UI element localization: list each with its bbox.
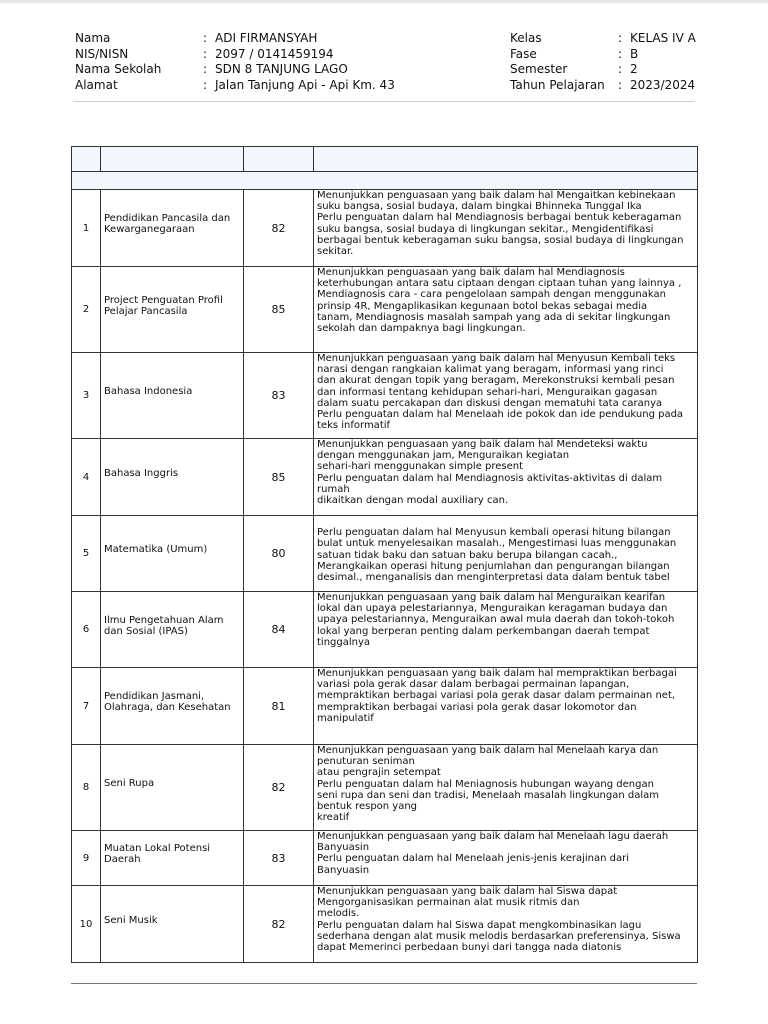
info-row-fase (510, 47, 696, 63)
subject-name: Ilmu Pengetahuan Alam dan Sosial (IPAS) (104, 614, 224, 637)
subject-score: 83 (271, 851, 286, 865)
info-value: KELAS IV A (630, 31, 696, 45)
subject-name-cell (101, 439, 244, 516)
student-info-right (510, 31, 696, 94)
info-value: B (630, 46, 639, 61)
row-number: 4 (82, 471, 90, 483)
subject-score: 80 (271, 547, 286, 560)
row-number-cell (72, 592, 101, 668)
subject-score: 85 (271, 470, 286, 484)
subject-name-cell (101, 267, 244, 353)
footer-divider (71, 983, 697, 984)
subject-score: 84 (271, 623, 286, 636)
row-number: 6 (82, 624, 90, 635)
subject-name: Seni Rupa (104, 778, 155, 789)
info-colon: : (618, 78, 623, 93)
table-row (72, 190, 698, 267)
subject-score: 82 (271, 917, 286, 931)
subject-score-cell (244, 886, 314, 963)
subject-name-cell (101, 592, 244, 668)
subject-name: Pendidikan Jasmani, Olahraga, dan Kesehatan (104, 691, 231, 713)
row-number-cell (72, 439, 101, 516)
subject-score-cell (244, 745, 314, 831)
row-number: 7 (82, 700, 90, 712)
subject-name-cell (101, 886, 244, 963)
table-row (72, 886, 698, 963)
subject-description: Menunjukkan penguasaan yang baik dalam hal mempraktikan berbagai variasi pola gerak dasar dalam berbagai permainan lapangan, mempraktikan berbagai variasi pola gerak dasar dalam permainan net, mempraktikan berbagai variasi pola gerak dasar lokomotor dan manipulatif (317, 668, 677, 724)
info-row-semester (510, 62, 696, 78)
subject-description: Menunjukkan penguasaan yang baik dalam hal Menyusun Kembali teks narasi dengan rangkaian kalimat yang beragam, informasi yang rinci dan akurat dengan topik yang beragam, Merekonstruksi kembali pesan dan informasi tentang kehidupan sehari-hari, Menguraikan gagasan dalam suatu percakapan dan diskusi dengan mematuhi tata caranya Perlu penguatan dalam hal Menelaah ide pokok dan ide pendukung pada teks informatif (317, 353, 684, 432)
subject-name-cell (101, 353, 244, 439)
info-label: Tahun Pelajaran (510, 78, 605, 93)
subject-description: Menunjukkan penguasaan yang baik dalam hal Mendiagnosis keterhubungan antara satu ciptaan dengan ciptaan tuhan yang lainnya , Mendiagnosis cara - cara pengelolaan sampah dengan menggunakan prinsip 4R, Mengaplikasikan kegunaan botol bekas sebagai media tanam, Mendiagnosis masalah sampah yang ada di sekitar lingkungan sekolah dan dampaknya bagi lingkungan. (317, 267, 682, 335)
subject-description: Menunjukkan penguasaan yang baik dalam hal Mendeteksi waktu dengan menggunakan jam, Menguraikan kegiatan sehari-hari menggunakan simple present Perlu penguatan dalam hal Mendiagnosis aktivitas-aktivitas di dalam rumah dikaitkan dengan modal auxiliary can. (317, 439, 663, 507)
row-number: 8 (82, 782, 90, 793)
info-colon: : (618, 31, 623, 45)
subject-name: Bahasa Inggris (104, 467, 179, 479)
table-row (72, 353, 698, 439)
subject-score-cell (244, 190, 314, 267)
info-row-nis (75, 47, 395, 63)
subject-description: Menunjukkan penguasaan yang baik dalam hal Siswa dapat Mengorganisasikan permainan alat musik ritmis dan melodis. Perlu penguatan dalam hal Siswa dapat mengkombinasikan lagu sederhana dengan alat musik melodis berdasarkan preferensinya, Siswa dapat Memerinci perbedaan bunyi dari tangga nada diatonis (317, 886, 681, 954)
table-row (72, 267, 698, 353)
subject-score-cell (244, 439, 314, 516)
info-colon: : (203, 62, 208, 77)
table-row (72, 745, 698, 831)
info-row-sekolah (75, 62, 395, 78)
row-number: 1 (82, 222, 90, 234)
table-header-row (72, 147, 698, 172)
subject-description-cell (314, 592, 698, 668)
subject-name: Bahasa Indonesia (104, 386, 193, 397)
grades-table (71, 146, 698, 963)
header-divider (73, 101, 695, 102)
student-info-left (75, 31, 395, 94)
subject-score-cell (244, 831, 314, 886)
row-number-cell (72, 516, 101, 592)
subject-score: 82 (271, 221, 286, 235)
row-number-cell (72, 831, 101, 886)
row-number-cell (72, 668, 101, 745)
info-row-kelas (510, 31, 696, 47)
info-label: Semester (510, 62, 568, 77)
subject-description-cell (314, 190, 698, 267)
info-colon: : (203, 46, 208, 61)
row-number: 9 (82, 852, 90, 864)
subject-score-cell (244, 668, 314, 745)
group-cell (72, 172, 698, 190)
subject-name: Project Penguatan Profil Pelajar Pancasila (104, 294, 223, 317)
subject-name-cell (101, 831, 244, 886)
subject-name-cell (101, 516, 244, 592)
info-value: 2097 / 0141459194 (215, 46, 334, 61)
table-row (72, 668, 698, 745)
row-number: 5 (82, 548, 90, 559)
subject-name: Pendidikan Pancasila dan Kewarganegaraan (104, 213, 231, 235)
info-row-nama (75, 31, 395, 47)
row-number-cell (72, 745, 101, 831)
subject-name: Matematika (Umum) (104, 544, 208, 555)
row-number: 10 (79, 918, 93, 930)
info-label: Nama Sekolah (75, 62, 162, 77)
subject-score-cell (244, 592, 314, 668)
info-label: NIS/NISN (75, 46, 129, 61)
info-label: Kelas (510, 31, 542, 45)
subject-description-cell (314, 745, 698, 831)
subject-name-cell (101, 190, 244, 267)
subject-description: Menunjukkan penguasaan yang baik dalam hal Menelaah karya dan penuturan seniman atau pengrajin setempat Perlu penguatan dalam hal Meniagnosis hubungan wayang dengan seni rupa dan seni dan tradisi, Menelaah masalah lingkungan dalam bentuk respon yang kreatif (317, 745, 660, 824)
row-number-cell (72, 886, 101, 963)
info-value: Jalan Tanjung Api - Api Km. 43 (215, 78, 395, 93)
info-row-alamat (75, 78, 395, 94)
info-colon: : (618, 62, 623, 77)
info-label: Nama (75, 31, 111, 45)
info-colon: : (618, 46, 623, 61)
subject-description: Perlu penguatan dalam hal Menyusun kembali operasi hitung bilangan bulat untuk menyelesaikan masalah., Mengestimasi luas menggunakan satuan tidak baku dan satuan baku berupa bilangan cacah., Merangkaikan operasi hitung penjumlahan dan pengurangan bilangan desimal., menganalisis dan menginterpretasi data dalam bentuk tabel (317, 527, 677, 584)
subject-description-cell (314, 267, 698, 353)
info-colon: : (203, 78, 208, 93)
subject-description-cell (314, 831, 698, 886)
info-value: ADI FIRMANSYAH (215, 31, 318, 45)
row-number-cell (72, 190, 101, 267)
row-number: 2 (82, 304, 90, 315)
info-colon: : (203, 31, 208, 45)
table-row (72, 516, 698, 592)
row-number: 3 (82, 390, 90, 401)
subject-description-cell (314, 353, 698, 439)
subject-description-cell (314, 439, 698, 516)
header-cell-description (314, 147, 698, 172)
table-row (72, 592, 698, 668)
info-value: SDN 8 TANJUNG LAGO (215, 62, 348, 77)
header-cell-subject (101, 147, 244, 172)
subject-description: Menunjukkan penguasaan yang baik dalam hal Menelaah lagu daerah Banyuasin Perlu penguatan dalam hal Menelaah jenis-jenis kerajinan dari Banyuasin (317, 831, 669, 876)
subject-score: 82 (271, 781, 286, 794)
row-number-cell (72, 267, 101, 353)
subject-score: 85 (271, 303, 286, 316)
subject-description: Menunjukkan penguasaan yang baik dalam hal Mengaitkan kebinekaan suku bangsa, sosial budaya, dalam bingkai Bhinneka Tunggal Ika Perlu penguatan dalam hal Mendiagnosis berbagai bentuk keberagaman suku bangsa, sosial budaya di lingkungan sekitar., Mengidentifikasi berbagai bentuk keberagaman suku bangsa, sosial budaya di lingkungan sekitar. (317, 190, 684, 258)
info-value: 2 (630, 62, 638, 77)
subject-name: Seni Musik (104, 914, 158, 926)
table-row (72, 831, 698, 886)
info-value: 2023/2024 (630, 78, 696, 93)
subject-name-cell (101, 745, 244, 831)
subject-description-cell (314, 516, 698, 592)
header-cell-score (244, 147, 314, 172)
subject-description: Menunjukkan penguasaan yang baik dalam hal Menguraikan kearifan lokal dan upaya pelestariannya, Menguraikan keragaman budaya dan upaya pelestariannya, Menguraikan awal mula daerah dan tokoh-tokoh lokal yang berperan penting dalam perkembangan daerah tempat tinggalnya (317, 592, 675, 648)
subject-score-cell (244, 267, 314, 353)
subject-name-cell (101, 668, 244, 745)
info-row-tahun (510, 78, 696, 94)
subject-description-cell (314, 886, 698, 963)
subject-score-cell (244, 516, 314, 592)
top-rule (0, 0, 768, 3)
table-row (72, 439, 698, 516)
info-label: Fase (510, 46, 537, 61)
subject-description-cell (314, 668, 698, 745)
row-number-cell (72, 353, 101, 439)
info-label: Alamat (75, 78, 118, 93)
header-cell-no (72, 147, 101, 172)
table-group-row (72, 172, 698, 190)
subject-score: 81 (271, 699, 286, 713)
subject-score: 83 (271, 389, 286, 402)
subject-score-cell (244, 353, 314, 439)
subject-name: Muatan Lokal Potensi Daerah (104, 843, 211, 865)
